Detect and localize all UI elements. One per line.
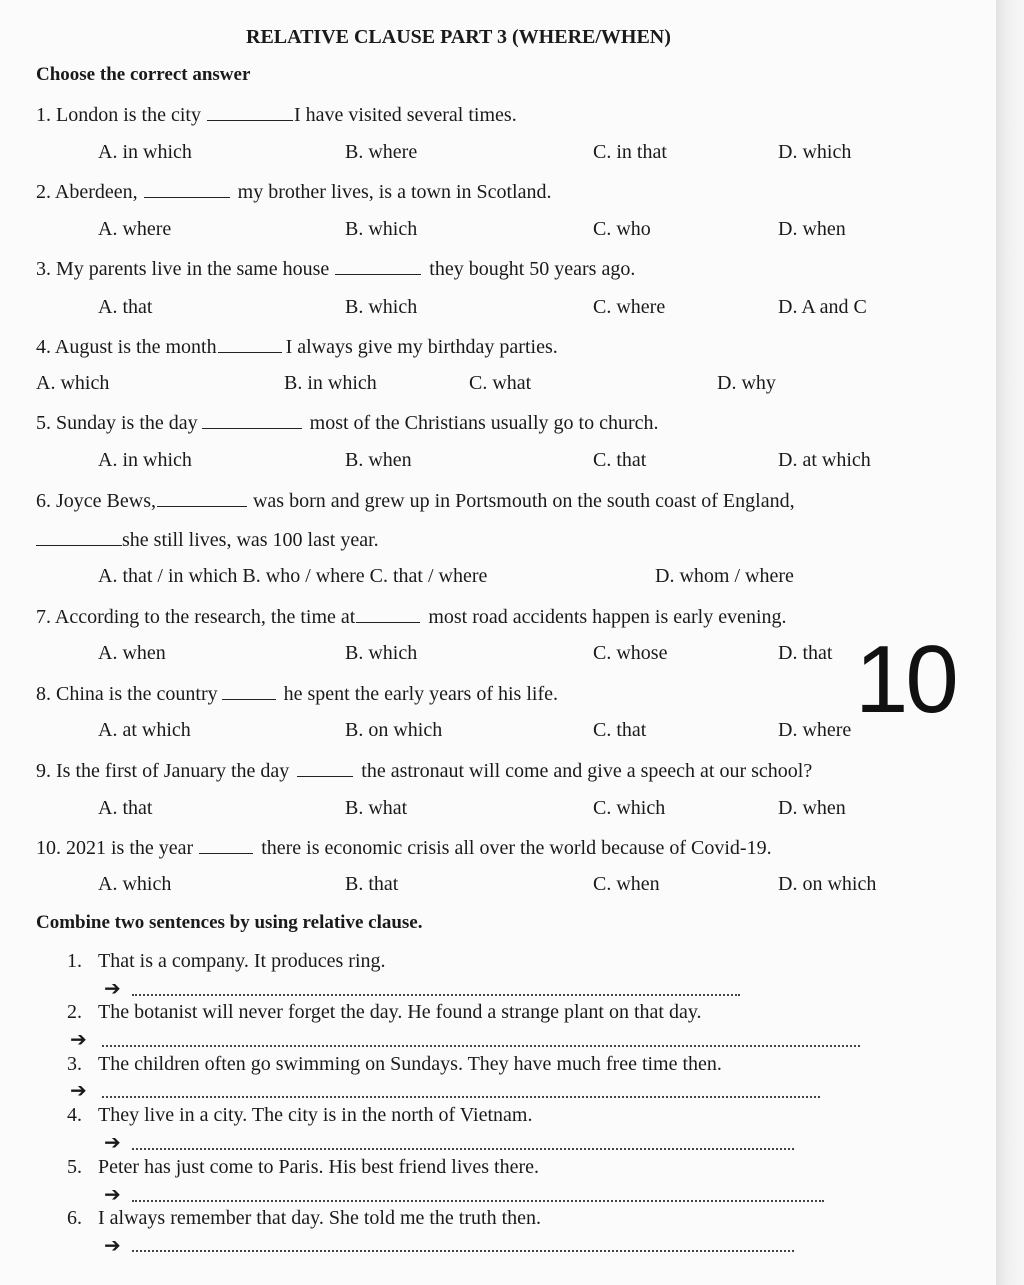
question-8-text-end: he spent the early years of his life. — [283, 683, 558, 705]
arrow-icon: ➔ — [104, 978, 121, 1000]
section-heading-combine: Combine two sentences by using relative clause. — [36, 912, 423, 933]
combine-item-2-number: 2. — [67, 1001, 82, 1023]
q8-option-a: A. at which — [98, 719, 191, 741]
question-2 — [36, 179, 552, 204]
question-9-text-end: the astronaut will come and give a speech at our school? — [361, 760, 813, 782]
combine-item-5-text: Peter has just come to Paris. His best friend lives there. — [98, 1156, 540, 1178]
combine-item-1-number: 1. — [67, 950, 82, 972]
q3-option-c: C. where — [593, 296, 666, 318]
answer-blank — [335, 256, 421, 275]
answer-blank — [297, 758, 353, 777]
q3-option-a: A. that — [98, 296, 153, 318]
q2-option-c: C. who — [593, 218, 651, 240]
combine-item-3-number: 3. — [67, 1053, 82, 1075]
handwritten-score: 10 — [855, 626, 956, 733]
arrow-icon: ➔ — [104, 1235, 121, 1257]
question-7 — [36, 604, 787, 629]
q6-option-d: D. whom / where — [655, 565, 794, 587]
q8-option-c: C. that — [593, 719, 647, 741]
question-6-line-2 — [36, 527, 379, 552]
question-6-line-2-text: she still lives, was 100 last year. — [122, 529, 379, 551]
question-10-text-end: there is economic crisis all over the world because of Covid-19. — [261, 837, 772, 859]
question-9-text: 9. Is the first of January the day — [36, 760, 290, 782]
answer-line-1[interactable] — [132, 994, 740, 996]
q9-option-c: C. which — [593, 797, 666, 819]
q1-option-d: D. which — [778, 141, 852, 163]
q2-option-a: A. where — [98, 218, 172, 240]
answer-blank — [202, 410, 302, 429]
q4-option-d: D. why — [717, 372, 776, 394]
answer-line-2[interactable] — [102, 1045, 860, 1047]
q6-options-abc: A. that / in which B. who / where C. that / where — [98, 565, 488, 587]
question-4 — [36, 334, 558, 359]
q5-option-c: C. that — [593, 449, 647, 471]
question-2-text: 2. Aberdeen, — [36, 181, 138, 203]
answer-blank — [36, 527, 122, 546]
question-6 — [36, 488, 795, 513]
combine-item-4-number: 4. — [67, 1104, 82, 1126]
q2-option-b: B. which — [345, 218, 418, 240]
question-9 — [36, 758, 812, 783]
question-1-text-end: I have visited several times. — [293, 104, 517, 126]
answer-blank — [207, 102, 293, 121]
combine-item-6-number: 6. — [67, 1207, 82, 1229]
question-8-text: 8. China is the country — [36, 683, 218, 705]
q2-option-d: D. when — [778, 218, 846, 240]
arrow-icon: ➔ — [104, 1184, 121, 1206]
question-4-text: 4. August is the month — [36, 336, 217, 358]
question-3 — [36, 256, 635, 281]
question-6-text-end: was born and grew up in Portsmouth on the south coast of England, — [252, 490, 795, 512]
question-6-text: 6. Joyce Bews, — [36, 490, 156, 512]
section-heading-choose: Choose the correct answer — [36, 64, 251, 85]
question-5-text-end: most of the Christians usually go to church. — [309, 412, 659, 434]
q7-option-b: B. which — [345, 642, 418, 664]
q10-option-a: A. which — [98, 873, 172, 895]
arrow-icon: ➔ — [70, 1029, 87, 1051]
q7-option-d: D. that — [778, 642, 833, 664]
answer-blank — [218, 334, 282, 353]
question-10-text: 10. 2021 is the year — [36, 837, 194, 859]
worksheet-title: RELATIVE CLAUSE PART 3 (WHERE/WHEN) — [246, 26, 671, 48]
q4-option-b: B. in which — [284, 372, 377, 394]
answer-blank — [199, 835, 253, 854]
q4-option-c: C. what — [469, 372, 532, 394]
q9-option-b: B. what — [345, 797, 408, 819]
answer-blank — [356, 604, 420, 623]
answer-blank — [157, 488, 247, 507]
q10-option-b: B. that — [345, 873, 399, 895]
q5-option-d: D. at which — [778, 449, 871, 471]
answer-blank — [144, 179, 230, 198]
q10-option-d: D. on which — [778, 873, 877, 895]
arrow-icon: ➔ — [70, 1080, 87, 1102]
q8-option-b: B. on which — [345, 719, 443, 741]
q9-option-a: A. that — [98, 797, 153, 819]
combine-item-4-text: They live in a city. The city is in the north of Vietnam. — [98, 1104, 533, 1126]
question-1-text: 1. London is the city — [36, 104, 201, 126]
combine-item-2-text: The botanist will never forget the day. He found a strange plant on that day. — [98, 1001, 702, 1023]
question-3-text-end: they bought 50 years ago. — [429, 258, 636, 280]
question-10 — [36, 835, 772, 860]
question-5-text: 5. Sunday is the day — [36, 412, 198, 434]
arrow-icon: ➔ — [104, 1132, 121, 1154]
q1-option-a: A. in which — [98, 141, 192, 163]
answer-line-4[interactable] — [132, 1148, 794, 1150]
page-edge — [996, 0, 1024, 1285]
question-4-text-end: I always give my birthday parties. — [285, 336, 558, 358]
q5-option-b: B. when — [345, 449, 412, 471]
answer-blank — [222, 681, 276, 700]
question-8 — [36, 681, 558, 706]
question-7-text-end: most road accidents happen is early evening. — [428, 606, 787, 628]
q8-option-d: D. where — [778, 719, 852, 741]
q1-option-b: B. where — [345, 141, 418, 163]
q3-option-b: B. which — [345, 296, 418, 318]
answer-line-5[interactable] — [132, 1200, 824, 1202]
q1-option-c: C. in that — [593, 141, 667, 163]
combine-item-6-text: I always remember that day. She told me the truth then. — [98, 1207, 542, 1229]
question-5 — [36, 410, 659, 435]
question-2-text-end: my brother lives, is a town in Scotland. — [237, 181, 552, 203]
combine-item-5-number: 5. — [67, 1156, 82, 1178]
q7-option-a: A. when — [98, 642, 166, 664]
q10-option-c: C. when — [593, 873, 660, 895]
q5-option-a: A. in which — [98, 449, 192, 471]
answer-line-6[interactable] — [132, 1250, 794, 1252]
combine-item-1-text: That is a company. It produces ring. — [98, 950, 386, 972]
question-3-text: 3. My parents live in the same house — [36, 258, 330, 280]
q3-option-d: D. A and C — [778, 296, 867, 318]
q9-option-d: D. when — [778, 797, 846, 819]
answer-line-3[interactable] — [102, 1096, 820, 1098]
q4-option-a: A. which — [36, 372, 110, 394]
question-1 — [36, 102, 517, 127]
question-7-text: 7. According to the research, the time at — [36, 606, 356, 628]
q7-option-c: C. whose — [593, 642, 668, 664]
combine-item-3-text: The children often go swimming on Sundays. They have much free time then. — [98, 1053, 722, 1075]
